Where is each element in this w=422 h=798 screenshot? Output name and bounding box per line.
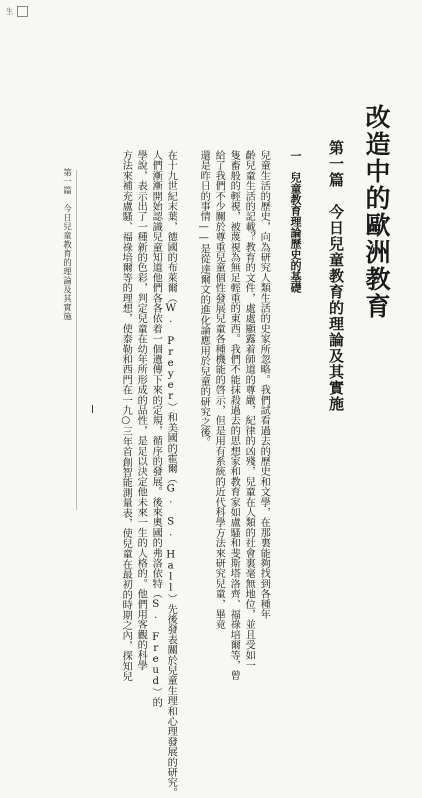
body-column-4: 給了我們不少關於尊重兒童個性發展兒童各種機能的啓示，但是用有系統的近代科學方法來研究兒童，畢竟 — [213, 150, 225, 630]
main-title: 改造中的歐洲教育 — [362, 104, 391, 320]
tail-mark — [92, 405, 93, 413]
chapter-title: 第一篇 今日兒童教育的理論及其實施 — [327, 140, 345, 412]
stamp-icon — [17, 6, 28, 17]
running-header: 第一篇 今日兒童教育的理論及其實施 — [61, 168, 72, 321]
body-column-8: 學說，表示出了一種新的色彩，判定兒童在幼年所形成的品性，是足以決定他未來一生的人格的。他們用客觀的科學 — [135, 150, 147, 671]
body-column-7: 人們漸漸開始認識兒童知道他們各各依着一個遺傳下來的定規，循序的發展。後來奧國的弗洛依特（S. Freud）的 — [150, 150, 162, 708]
section-title: 一 兒童教育理論歷史的基礎 — [289, 150, 302, 293]
body-column-1: 兒童生活的歷史，向為研究人類生活的史家所忽略。我們試看過去的歷史和文學，在那裏能夠找到各種年 — [258, 150, 270, 620]
body-column-9: 方法來補充盧騷、福祿培爾等的理想，使泰勒和西門在一九○三年首創智能測量表，使兒童在最初的時期之內，探知兒 — [120, 150, 132, 682]
margin-rule — [76, 170, 77, 510]
corner-mark-text: 生 — [6, 7, 13, 16]
body-column-5: 還是昨日的事情——是從達爾文的進化論應用於兒童的研究之後。 — [198, 150, 210, 448]
body-column-6: 在十九世紀末葉，德國的布萊爾（W. Preyer）和美國的霍爾（G. S. Hall）先後發表關於兒童生理和心理發展的研究。 — [165, 150, 177, 798]
body-column-3: 隻畜般的輕視，被蔑視為無足輕重的東西。我們不能抹殺過去的思想家和教育家如盧騷和斐斯塔洛齊、福祿培爾等，曾 — [228, 150, 240, 681]
body-column-2: 齡兒童生活的記載？教育的文件，處處顯露着師道的尊嚴，紀律的凶殘，兒童在人類的社會裏毫無地位，並且受如一 — [243, 150, 255, 671]
corner-mark — [6, 6, 28, 17]
